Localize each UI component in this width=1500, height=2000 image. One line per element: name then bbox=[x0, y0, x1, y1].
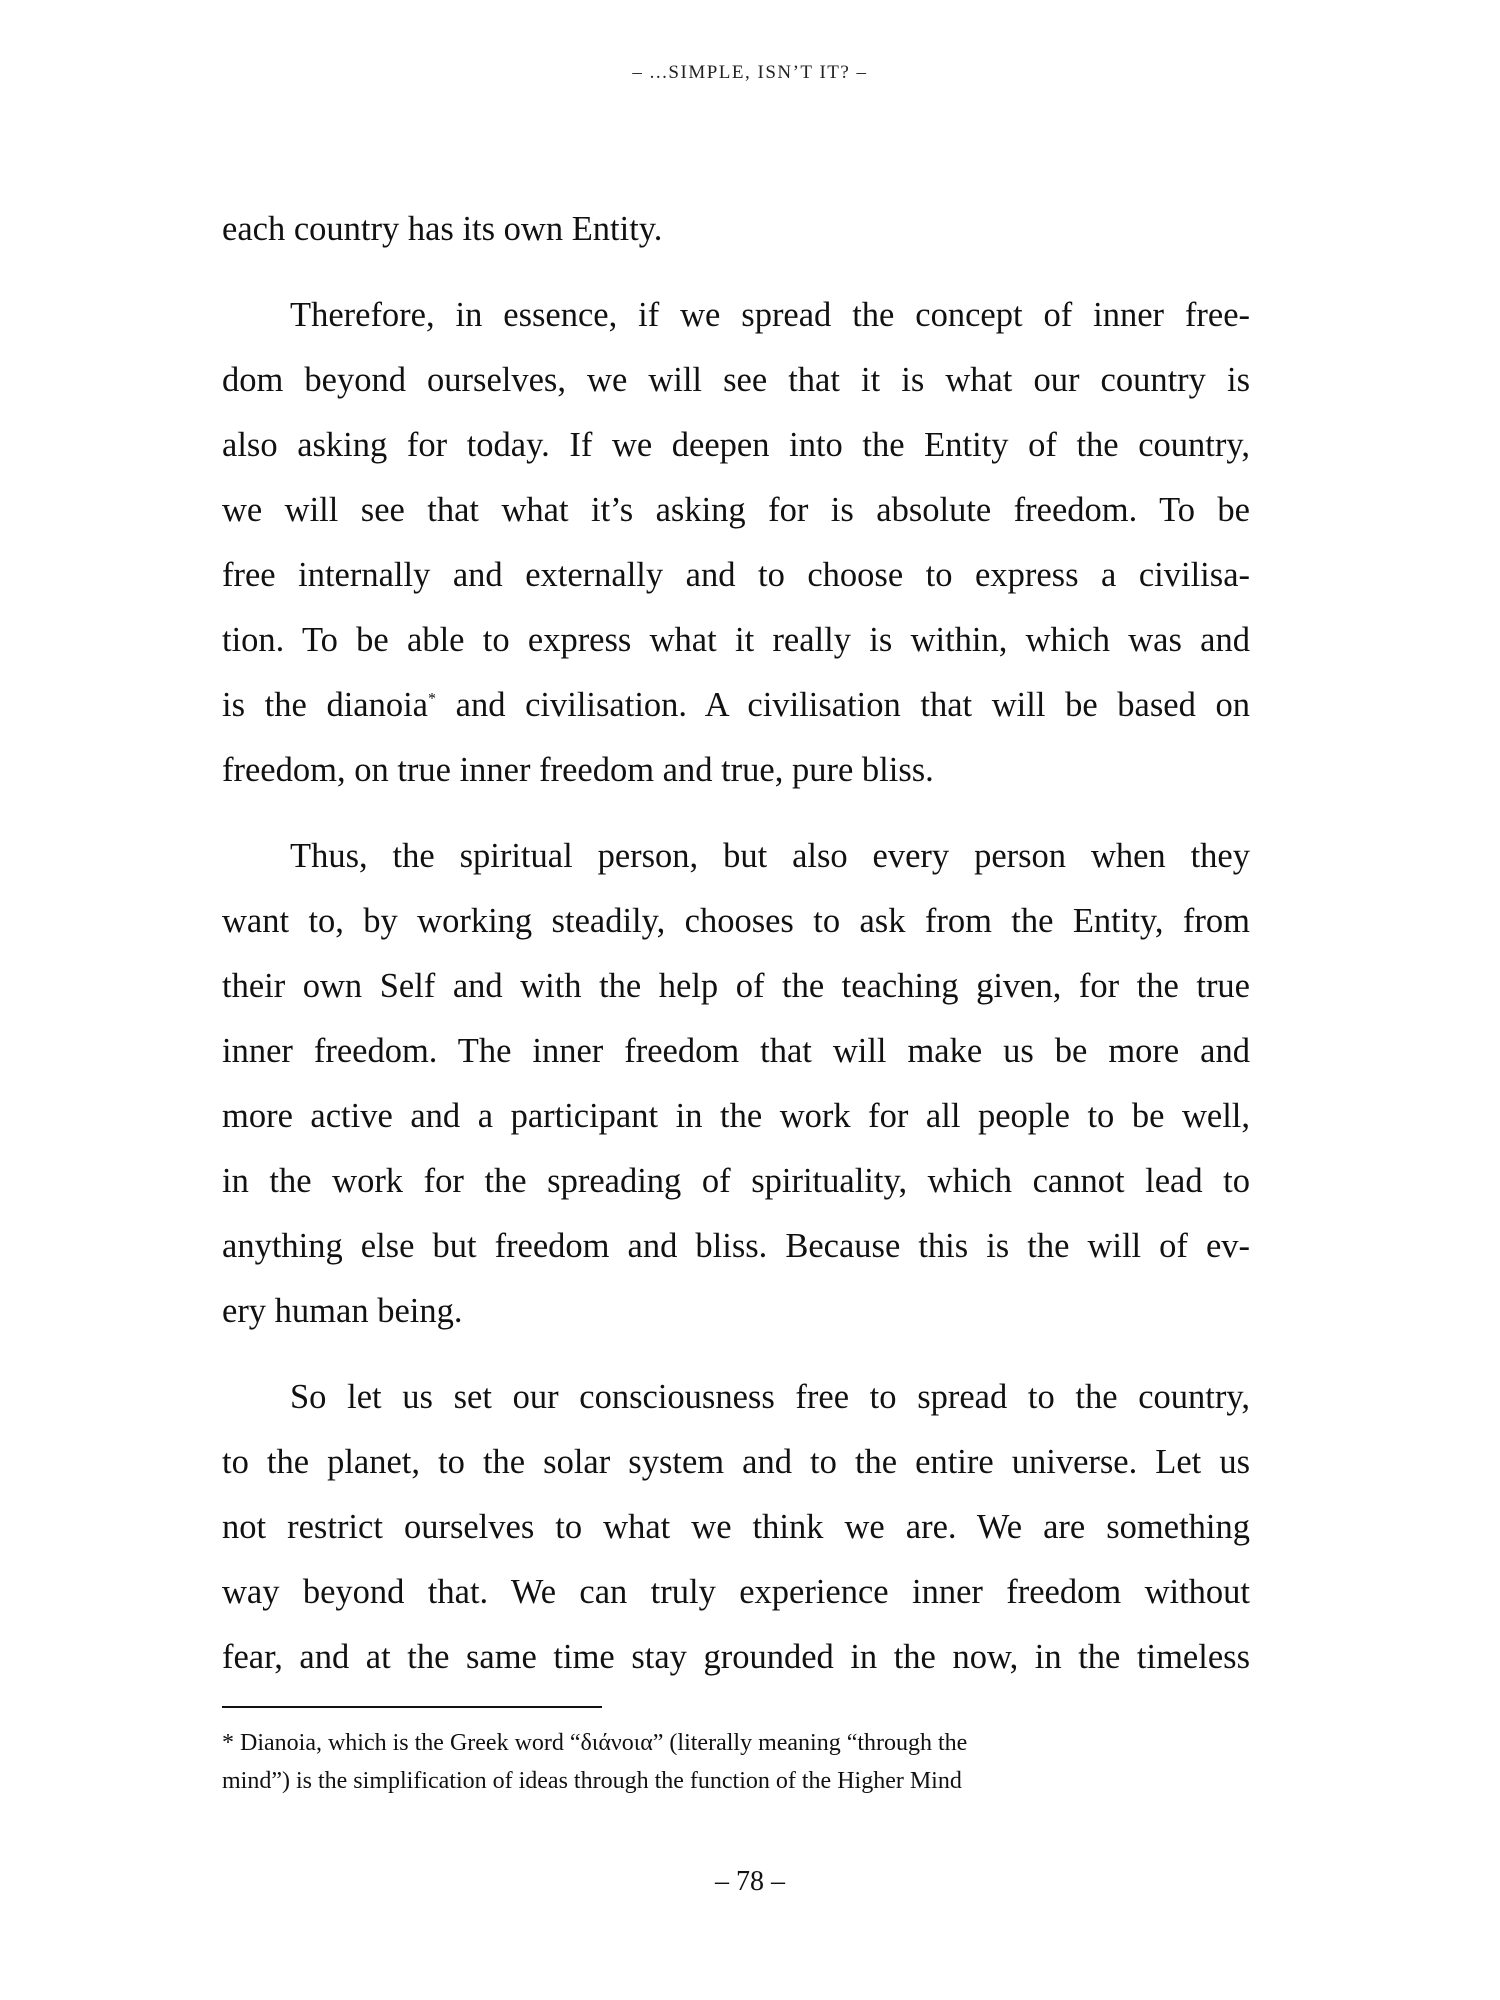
paragraph-4 bbox=[222, 1365, 1250, 1690]
text-line: inner freedom. The inner freedom that will make us be more and bbox=[222, 1032, 1250, 1070]
text-line: anything else but freedom and bliss. Because this is the will of ev- bbox=[222, 1227, 1250, 1265]
text-line: their own Self and with the help of the teaching given, for the true bbox=[222, 967, 1250, 1005]
text-line: free internally and externally and to choose to express a civilisa- bbox=[222, 556, 1250, 594]
text-line: not restrict ourselves to what we think we are. We are something bbox=[222, 1508, 1250, 1546]
text-line: So let us set our consciousness free to spread to the country, bbox=[290, 1378, 1250, 1416]
running-header: – ...SIMPLE, ISN’T IT? – bbox=[632, 62, 868, 83]
footnote-marker: * bbox=[428, 690, 436, 708]
paragraph-2 bbox=[222, 283, 1250, 803]
body-text bbox=[222, 197, 1250, 1690]
text-line: more active and a participant in the work for all people to be well, bbox=[222, 1097, 1250, 1135]
text-line: also asking for today. If we deepen into the Entity of the country, bbox=[222, 426, 1250, 464]
footnote bbox=[222, 1724, 1182, 1800]
page-number: – 78 – bbox=[715, 1866, 785, 1897]
text-line-with-footnote-marker bbox=[222, 673, 1250, 738]
line-start: is the dianoia bbox=[222, 686, 428, 724]
text-line: want to, by working steadily, chooses to ask from the Entity, from bbox=[222, 902, 1250, 940]
text-line: we will see that what it’s asking for is absolute freedom. To be bbox=[222, 491, 1250, 529]
text-line: fear, and at the same time stay grounded in the now, in the timeless bbox=[222, 1638, 1250, 1676]
text-line: dom beyond ourselves, we will see that it is what our country is bbox=[222, 361, 1250, 399]
line-rest: and civilisation. A civilisation that will be based on bbox=[436, 686, 1250, 724]
text-line: each country has its own Entity. bbox=[222, 210, 663, 248]
text-line: Thus, the spiritual person, but also every person when they bbox=[290, 837, 1250, 875]
paragraph-1 bbox=[222, 197, 1250, 262]
text-line: to the planet, to the solar system and to the entire universe. Let us bbox=[222, 1443, 1250, 1481]
text-line: freedom, on true inner freedom and true, pure bliss. bbox=[222, 751, 934, 789]
text-line: way beyond that. We can truly experience inner freedom without bbox=[222, 1573, 1250, 1611]
text-line: ery human being. bbox=[222, 1292, 463, 1330]
footnote-line: * Dianoia, which is the Greek word “διάνοια” (literally meaning “through the bbox=[222, 1730, 968, 1756]
text-line: in the work for the spreading of spirituality, which cannot lead to bbox=[222, 1162, 1250, 1200]
paragraph-3 bbox=[222, 824, 1250, 1344]
footnote-divider bbox=[222, 1706, 602, 1708]
text-line: Therefore, in essence, if we spread the concept of inner free- bbox=[290, 296, 1250, 334]
footnote-line: mind”) is the simplification of ideas through the function of the Higher Mind bbox=[222, 1768, 962, 1794]
text-line: tion. To be able to express what it really is within, which was and bbox=[222, 621, 1250, 659]
